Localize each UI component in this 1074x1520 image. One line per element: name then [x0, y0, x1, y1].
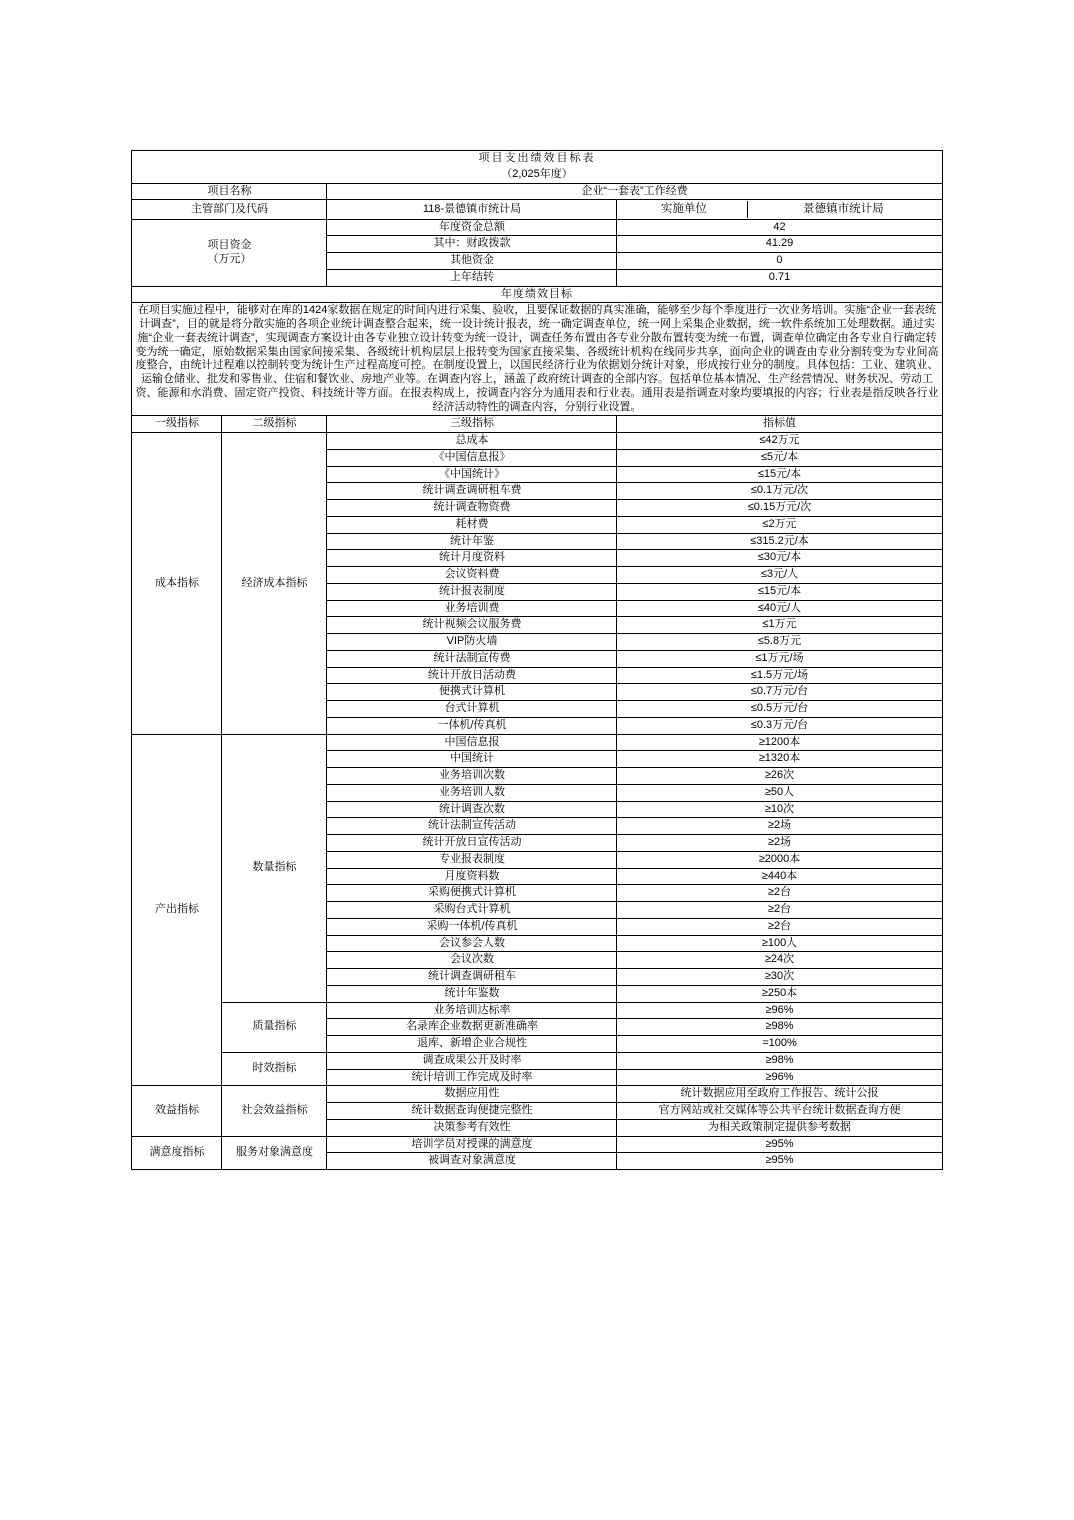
level2-indicator: 数量指标: [222, 734, 327, 1002]
level3-indicator: 数据应用性: [327, 1086, 617, 1103]
level3-indicator: 《中国信息报》: [327, 449, 617, 466]
level3-indicator: 总成本: [327, 433, 617, 450]
level3-indicator: 统计报表制度: [327, 583, 617, 600]
fund-item-label: 其他资金: [327, 253, 617, 270]
fund-item-value: 41.29: [617, 236, 942, 253]
level3-indicator: 统计培训工作完成及时率: [327, 1069, 617, 1086]
indicator-value: 官方网站或社交媒体等公共平台统计数据查询方便: [617, 1103, 942, 1120]
indicator-value: ≥95%: [617, 1136, 942, 1153]
level3-indicator: 月度资料数: [327, 868, 617, 885]
indicator-value: ≥2场: [617, 835, 942, 852]
indicator-value: ≤15元/本: [617, 583, 942, 600]
level3-indicator: 统计数据查询便捷完整性: [327, 1103, 617, 1120]
level3-indicator: 统计视频会议服务费: [327, 617, 617, 634]
level3-indicator: 统计法制宣传活动: [327, 818, 617, 835]
level1-indicator: 满意度指标: [132, 1136, 222, 1170]
annual-goal-header: 年度绩效目标: [132, 286, 942, 303]
level3-indicator: 统计法制宣传费: [327, 650, 617, 667]
level3-indicator: 台式计算机: [327, 701, 617, 718]
level3-indicator: VIP防火墙: [327, 634, 617, 651]
indicator-value: ≤1万元/场: [617, 650, 942, 667]
level3-indicator: 中国统计: [327, 751, 617, 768]
col-header-level1: 一级指标: [132, 416, 222, 433]
level3-indicator: 统计月度资料: [327, 550, 617, 567]
indicator-value: ≤2万元: [617, 516, 942, 533]
project-name-value: 企业“一套表”工作经费: [327, 183, 942, 200]
indicator-value: ≤315.2元/本: [617, 533, 942, 550]
level2-indicator: 经济成本指标: [222, 433, 327, 735]
level3-indicator: 统计调查物资费: [327, 500, 617, 517]
indicator-value: ≥50人: [617, 784, 942, 801]
project-funds-label-line2: （万元）: [207, 252, 252, 265]
level3-indicator: 采购台式计算机: [327, 902, 617, 919]
indicator-value: ≥26次: [617, 768, 942, 785]
indicator-row: [132, 433, 942, 450]
level3-indicator: 业务培训费: [327, 600, 617, 617]
level3-indicator: 一体机/传真机: [327, 717, 617, 734]
level3-indicator: 业务培训次数: [327, 768, 617, 785]
project-funds-label: [132, 219, 327, 286]
indicator-row: [132, 734, 942, 751]
level3-indicator: 会议参会人数: [327, 935, 617, 952]
level3-indicator: 便携式计算机: [327, 684, 617, 701]
dept-label: 主管部门及代码: [132, 200, 327, 219]
level3-indicator: 统计调查次数: [327, 801, 617, 818]
level1-indicator: 产出指标: [132, 734, 222, 1086]
indicator-value: ≥1320本: [617, 751, 942, 768]
level3-indicator: 业务培训达标率: [327, 1002, 617, 1019]
fund-item-label: 上年结转: [327, 269, 617, 286]
col-header-level2: 二级指标: [222, 416, 327, 433]
level3-indicator: 统计调查调研租车费: [327, 483, 617, 500]
indicator-value: ≥98%: [617, 1019, 942, 1036]
indicator-value: ≤0.5万元/台: [617, 701, 942, 718]
indicator-value: ≥100人: [617, 935, 942, 952]
annual-goal-text: [132, 303, 942, 416]
indicator-value: ≤0.1万元/次: [617, 483, 942, 500]
level3-indicator: 被调查对象满意度: [327, 1153, 617, 1170]
indicator-value: ≥2场: [617, 818, 942, 835]
indicator-value: ≥1200本: [617, 734, 942, 751]
col-header-level3: 三级指标: [327, 416, 617, 433]
annual-goal-paragraph: 在项目实施过程中，能够对在库的1424家数据在规定的时间内进行采集、验收，且要保证数据的真实准确，能够至少每个季度进行一次业务培训。实施“企业一套表统计调查”，目的就是将分散实施的各项企业统计调查整合起来，统一设计统计报表，统一确定调查单位，统一网上采集企业数据，统一软件系统加工处理数据。通过实施“企业一套表统计调查”，实现调查方案设计由各专业独立设计转变为统一设计，调查任务布置由各专业分散布置转变为统一布置，调查单位确定由各专业自行确定转变为统一确定，原始数据采集由国家间接采集、各级统计机构层层上报转变为国家直接采集、各级统计机构在线同步共享，面向企业的调查由专业分割转变为专业间高度整合，由统计过程难以控制转变为统计生产过程高度可控。在制度设置上，以国民经济行业为依据划分统计对象，形成按行业分的制度。具体包括：工业、建筑业、运输仓储业、批发和零售业、住宿和餐饮业、房地产业等。在调查内容上，涵盖了政府统计调查的全部内容。包括单位基本情况、生产经营情况、财务状况、劳动工资、能源和水消费、固定资产投资、科技统计等方面。在报表构成上，按调查内容分为通用表和行业表。通用表是指调查对象均要填报的内容；行业表是指反映各行业经济活动特性的调查内容，分别行业设置。: [135, 304, 939, 413]
indicator-value: ≤3元/人: [617, 567, 942, 584]
unit-cell: [617, 200, 942, 219]
indicator-value: 为相关政策制定提供参考数据: [617, 1119, 942, 1136]
project-funds-label-line1: 项目资金: [207, 238, 252, 251]
fund-item-value: 0: [617, 253, 942, 270]
level2-indicator: 社会效益指标: [222, 1086, 327, 1136]
unit-value: 景德镇市统计局: [748, 201, 939, 217]
page-subtitle: （2,025年度）: [132, 167, 942, 183]
indicator-value: ≤1万元: [617, 617, 942, 634]
level3-indicator: 采购便携式计算机: [327, 885, 617, 902]
project-name-label: 项目名称: [132, 183, 327, 200]
indicator-value: ≥2台: [617, 918, 942, 935]
indicator-value: ≥2000本: [617, 851, 942, 868]
indicator-value: 统计数据应用至政府工作报告、统计公报: [617, 1086, 942, 1103]
indicator-value: ≤0.15万元/次: [617, 500, 942, 517]
indicator-value: ≥24次: [617, 952, 942, 969]
level3-indicator: 耗材费: [327, 516, 617, 533]
level3-indicator: 中国信息报: [327, 734, 617, 751]
level3-indicator: 决策参考有效性: [327, 1119, 617, 1136]
indicator-value: ≤0.3万元/台: [617, 717, 942, 734]
indicator-value: =100%: [617, 1036, 942, 1053]
indicator-value: ≤0.7万元/台: [617, 684, 942, 701]
indicator-value: ≥96%: [617, 1069, 942, 1086]
level3-indicator: 会议次数: [327, 952, 617, 969]
indicator-value: ≥250本: [617, 985, 942, 1002]
performance-target-table: [131, 150, 942, 1170]
indicator-value: ≤40元/人: [617, 600, 942, 617]
fund-item-value: 0.71: [617, 269, 942, 286]
indicator-value: ≥30次: [617, 969, 942, 986]
level3-indicator: 统计开放日宣传活动: [327, 835, 617, 852]
fund-item-value: 42: [617, 219, 942, 236]
level3-indicator: 退库、新增企业合规性: [327, 1036, 617, 1053]
fund-item-label: 年度资金总额: [327, 219, 617, 236]
level3-indicator: 统计年鉴数: [327, 985, 617, 1002]
level3-indicator: 采购一体机/传真机: [327, 918, 617, 935]
indicator-value: ≤42万元: [617, 433, 942, 450]
indicator-row: [132, 1052, 942, 1069]
indicator-value: ≥440本: [617, 868, 942, 885]
level3-indicator: 调查成果公开及时率: [327, 1052, 617, 1069]
indicator-value: ≥96%: [617, 1002, 942, 1019]
indicator-value: ≥10次: [617, 801, 942, 818]
indicator-row: [132, 1136, 942, 1153]
level2-indicator: 服务对象满意度: [222, 1136, 327, 1170]
fund-item-label: 其中：财政拨款: [327, 236, 617, 253]
indicator-value: ≤30元/本: [617, 550, 942, 567]
unit-label: 实施单位: [660, 203, 707, 216]
level3-indicator: 培训学员对授课的满意度: [327, 1136, 617, 1153]
indicator-value: ≥2台: [617, 902, 942, 919]
page-title: 项目支出绩效目标表: [132, 151, 942, 167]
level1-indicator: 成本指标: [132, 433, 222, 735]
indicator-value: ≥98%: [617, 1052, 942, 1069]
level2-indicator: 时效指标: [222, 1052, 327, 1086]
indicator-value: ≤5.8万元: [617, 634, 942, 651]
indicator-value: ≥95%: [617, 1153, 942, 1170]
level2-indicator: 质量指标: [222, 1002, 327, 1052]
level1-indicator: 效益指标: [132, 1086, 222, 1136]
level3-indicator: 统计开放日活动费: [327, 667, 617, 684]
level3-indicator: 名录库企业数据更新准确率: [327, 1019, 617, 1036]
indicator-value: ≤5元/本: [617, 449, 942, 466]
indicator-value: ≤1.5万元/场: [617, 667, 942, 684]
indicator-value: ≥2台: [617, 885, 942, 902]
level3-indicator: 统计年鉴: [327, 533, 617, 550]
indicator-row: [132, 1002, 942, 1019]
indicator-value: ≤15元/本: [617, 466, 942, 483]
dept-value: 118-景德镇市统计局: [327, 200, 617, 219]
level3-indicator: 《中国统计》: [327, 466, 617, 483]
level3-indicator: 统计调查调研租车: [327, 969, 617, 986]
col-header-value: 指标值: [617, 416, 942, 433]
level3-indicator: 会议资料费: [327, 567, 617, 584]
level3-indicator: 业务培训人数: [327, 784, 617, 801]
level3-indicator: 专业报表制度: [327, 851, 617, 868]
indicator-row: [132, 1086, 942, 1103]
